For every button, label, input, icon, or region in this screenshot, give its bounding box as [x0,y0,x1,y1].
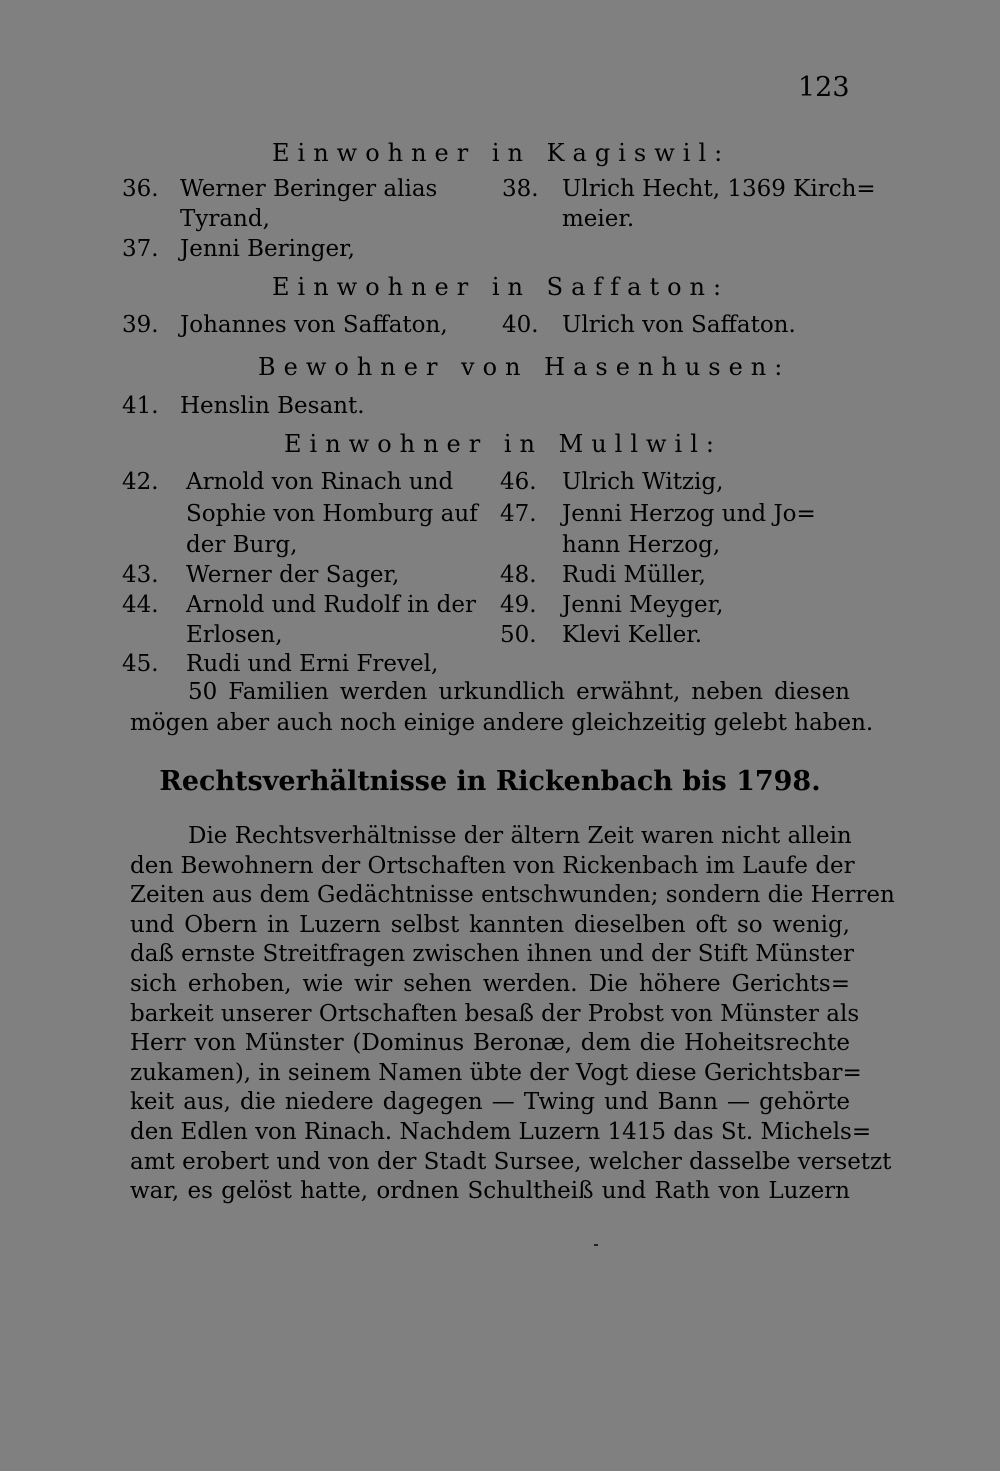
heading-mullwil: Einwohner in Mullwil: [284,430,722,458]
print-speck [594,1244,598,1246]
entry-line: der Burg, [186,532,298,558]
entry-number: 50. [500,622,537,648]
closing-paragraph [130,677,874,739]
entry-line: Johannes von Saffaton, [180,312,448,338]
body-line: sich erhoben, wie wir sehen werden. Die höhere Gerichts= [130,970,850,997]
entry-line: Arnold und Rudolf in der [186,592,477,618]
entry-number: 40. [502,312,539,338]
entry-line: Jenni Herzog und Jo= [562,501,816,527]
entry-line: Arnold von Rinach und [186,469,454,495]
entry-line: Jenni Meyger, [562,592,724,618]
entry-line: Klevi Keller. [562,622,703,648]
body-line: amt erobert und von der Stadt Sursee, welcher dasselbe versetzt [130,1148,892,1175]
body-line: daß ernste Streitfragen zwischen ihnen und der Stift Münster [130,941,855,968]
entry-line: meier. [562,206,635,232]
entry-line: Ulrich Hecht, 1369 Kirch= [562,176,876,202]
entry-number: 48. [500,562,537,588]
entry-number: 36. [122,176,159,202]
entry-line: Rudi und Erni Frevel, [186,651,439,677]
entry-line: Sophie von Homburg auf [186,501,478,527]
heading-kagiswil: Einwohner in Kagiswil: [272,139,731,167]
body-line: und Obern in Luzern selbst kannten dieselben oft so wenig, [130,911,850,938]
entry-line: Tyrand, [180,206,270,232]
entry-number: 46. [500,469,537,495]
body-paragraph [130,822,895,1207]
body-line: barkeit unserer Ortschaften besaß der Probst von Münster als [130,1000,860,1027]
body-line: Herr von Münster (Dominus Beronæ, dem die Hoheitsrechte [130,1030,850,1057]
page-number: 123 [798,72,850,103]
heading-saffaton: Einwohner in Saffaton: [272,273,730,301]
entry-number: 47. [500,501,537,527]
entry-number: 38. [502,176,539,202]
entry-line: Erlosen, [186,622,283,648]
entry-number: 43. [122,562,159,588]
body-line: Die Rechtsverhältnisse der ältern Zeit waren nicht allein [188,823,852,849]
entry-number: 42. [122,469,159,495]
entry-number: 37. [122,236,159,262]
body-line: den Edlen von Rinach. Nachdem Luzern 1415 das St. Michels= [130,1118,872,1145]
closing-line: mögen aber auch noch einige andere gleichzeitig gelebt haben. [130,710,874,736]
closing-line: 50 Familien werden urkundlich erwähnt, neben diesen [188,679,850,705]
entry-number: 41. [122,393,159,419]
entry-line: Werner Beringer alias [180,176,438,202]
entry-number: 49. [500,592,537,618]
body-line: Zeiten aus dem Gedächtnisse entschwunden; sondern die Herren [130,882,895,909]
entry-line: Rudi Müller, [562,562,706,588]
body-line: keit aus, die niedere dagegen — Twing und Bann — gehörte [130,1089,850,1116]
entry-line: Ulrich von Saffaton. [562,312,796,338]
entry-number: 44. [122,592,159,618]
body-line: zukamen), in seinem Namen übte der Vogt diese Gerichtsbar= [130,1059,862,1086]
entry-number: 39. [122,312,159,338]
entry-line: Werner der Sager, [186,562,400,588]
body-line: war, es gelöst hatte, ordnen Schultheiß und Rath von Luzern [130,1178,850,1205]
entry-line: Jenni Beringer, [180,236,355,262]
entry-number: 45. [122,651,159,677]
heading-hasenhusen: Bewohner von Hasenhusen: [258,353,791,381]
body-line: den Bewohnern der Ortschaften von Rickenbach im Laufe der [130,852,855,879]
entry-line: hann Herzog, [562,532,721,558]
section-title: Rechtsverhältnisse in Rickenbach bis 1798. [159,766,821,797]
entry-line: Henslin Besant. [180,393,365,419]
entry-line: Ulrich Witzig, [562,469,724,495]
